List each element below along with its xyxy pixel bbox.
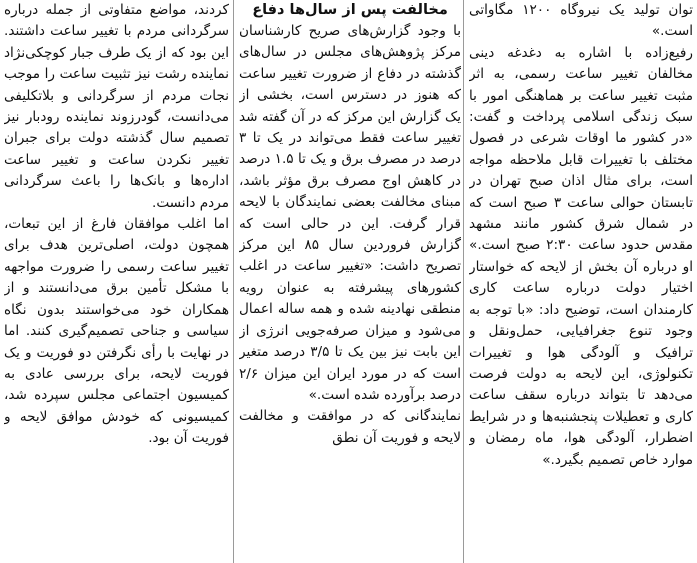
article-column-right — [469, 0, 693, 563]
column-divider — [233, 0, 234, 563]
section-headline: مخالفت پس از سال‌ها دفاع — [252, 2, 448, 18]
column-divider — [463, 0, 464, 563]
paragraph: کردند، مواضع متفاوتی از جمله درباره سرگردانی مردم با تغییر ساعت داشتند. این بود که از یک طرف جبار کوچکی‌نژاد نماینده رشت نیز تثبیت ساعت را موجب نجات مردم از سرگردانی و بلاتکلیفی می‌دانست، گودرزوند نماینده رودبار نیز تصمیم سال گذشته دولت برای جبران تغییر نکردن ساعت و تغییر ساعت اداره‌ها و بانک‌ها را باعث سرگردانی مردم دانست. — [4, 2, 229, 211]
article-column-left — [4, 0, 229, 563]
paragraph: اما اغلب موافقان فارغ از این تبعات، همچون دولت، اصلی‌ترین هدف برای تغییر ساعت رسمی را ضرورت مواجهه با مشکل تأمین برق می‌دانستند و از همکاران خود می‌خواستند بدون نگاه سیاسی و جناحی تصمیم‌گیری کنند. اما در نهایت با رأی نگرفتن دو فوریت و یک فوریت لایحه، برای بررسی عادی به کمیسیون اجتماعی مجلس سپرده شد، کمیسیونی که خودش موافق لایحه و فوریت آن بود. — [4, 216, 229, 447]
article-column-middle — [239, 0, 461, 563]
paragraph: نمایندگانی که در موافقت و مخالفت لایحه و فوریت آن نطق — [239, 408, 461, 446]
paragraph: با وجود گزارش‌های صریح کارشناسان مرکز پژوهش‌های مجلس در سال‌های گذشته در دفاع از ضرورت تغییر ساعت که هنوز در دسترس است، بخشی از یک گزارش این مرکز که در آن گفته شد تغییر ساعت فقط می‌تواند در یک تا ۳ درصد در مصرف برق و یک تا ۱.۵ درصد در کاهش اوج مصرف برق مؤثر باشد، مبنای مخالفت بعضی نمایندگان با لایحه قرار گرفت. این در حالی است که گزارش فروردین سال ۸۵ این مرکز تصریح داشت: «تغییر ساعت در اغلب کشورهای پیشرفته به عنوان رویه منطقی نهادینه شده و همه ساله اعمال می‌شود و میزان صرفه‌جویی انرژی از این بابت نیز بین یک تا ۳/۵ درصد متغیر است که در مورد ایران این میزان ۲/۶ درصد برآورده شده است.» — [239, 23, 461, 403]
paragraph: توان تولید یک نیروگاه ۱۲۰۰ مگاواتی است.» — [469, 2, 693, 40]
paragraph: رفیع‌زاده با اشاره به دغدغه دینی مخالفان تغییر ساعت رسمی، به اثر مثبت تغییر ساعت بر هماهنگی امور با سبک زندگی اسلامی پرداخت و گفت: «در کشور ما اوقات شرعی در فصول مختلف با تغییرات قابل ملاحظه مواجه است، برای مثال اذان صبح تهران در تابستان حوالی ساعت ۳ صبح است که در شمال شرق کشور مانند مشهد مقدس حدود ساعت ۲:۳۰ صبح است.» او درباره آن بخش از لایحه که خواستار اختیار دولت درباره ساعت کاری کارمندان است، توضیح داد: «با توجه به وجود تنوع جغرافیایی، حمل‌ونقل و ترافیک و آلودگی هوا و تغییرات تکنولوژی، این لایحه به دولت فرصت می‌دهد تا بتواند درباره سقف ساعت کاری و تعطیلات پنجشنبه‌ها و در شرایط اضطرار، آلودگی هوا، ماه رمضان و موارد خاص تصمیم بگیرد.» — [469, 44, 693, 468]
